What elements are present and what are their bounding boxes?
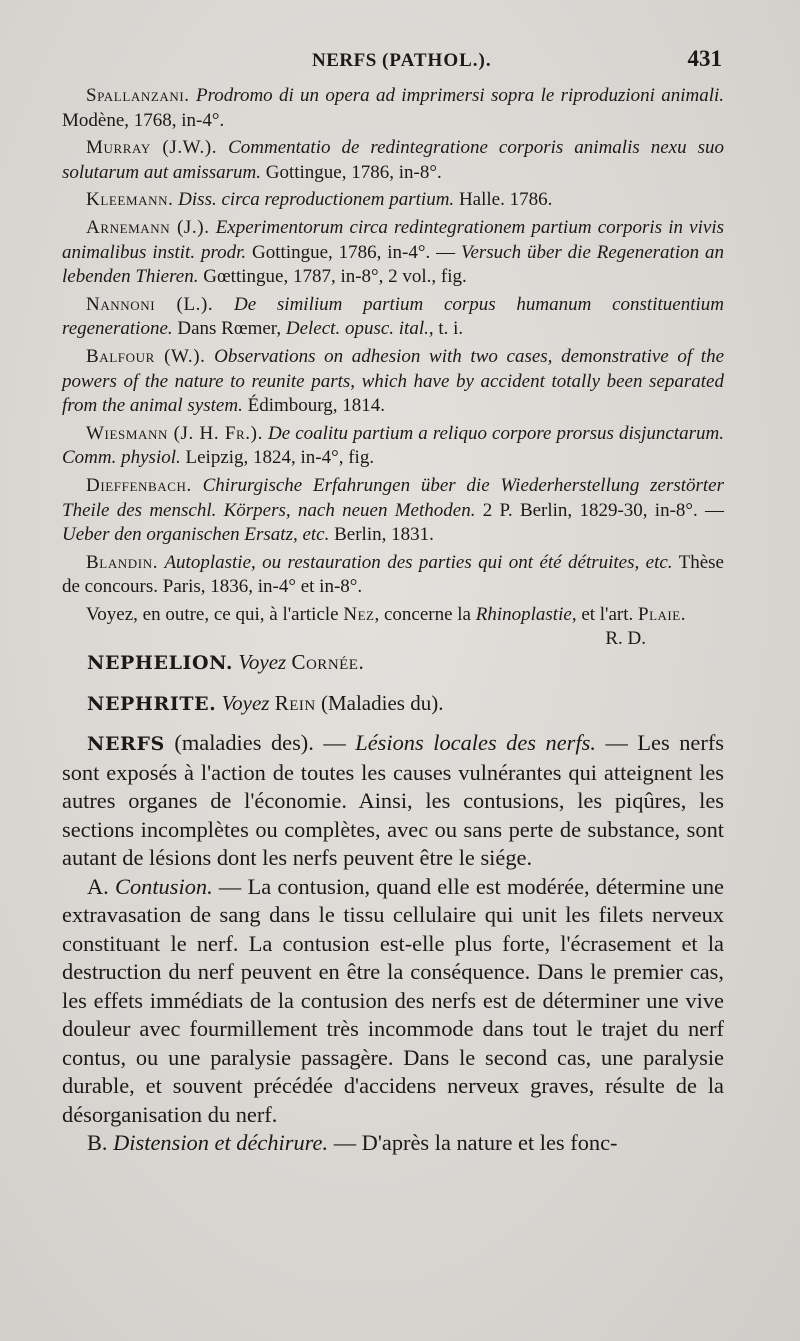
ref-publication: Modène, 1768, in-4°. — [62, 109, 225, 131]
ref-publication: 2 P. Berlin, 1829-30, in-8°. — — [475, 499, 724, 521]
entry-cross-reference-suffix: (Maladies du). — [315, 691, 444, 716]
ref-author: Arnemann (J.). — [86, 216, 210, 238]
article-headword: NERFS — [87, 733, 165, 756]
ref-publication: Édimbourg, 1814. — [242, 395, 385, 417]
article-body — [62, 729, 724, 1158]
section-distension — [62, 1129, 724, 1158]
ref-publication: Gottingue, 1786, in-4°. — — [246, 241, 461, 263]
see-also-topic: Rhinoplastie — [475, 603, 572, 625]
page-number: 431 — [687, 46, 722, 71]
ref-publication-2: Gœttingue, 1787, in-8°, 2 vol., fig. — [198, 266, 467, 288]
entry-cross-reference: Rein — [274, 691, 316, 716]
ref-author: Blandin. — [86, 551, 159, 573]
section-contusion — [62, 873, 724, 1130]
section-label: B. — [87, 1130, 114, 1156]
bibliography-entry — [62, 474, 724, 548]
ref-title: Prodromo di un opera ad imprimersi sopra le riproduzioni animali. — [195, 85, 725, 106]
bibliography-entry — [62, 293, 724, 342]
article-subtitle: (maladies des). — — [164, 730, 356, 756]
ref-title: Commentatio de redintegratione corporis animalis nexu suo solutarum aut amissarum. — [62, 137, 724, 183]
section-text: — D'après la nature et les fonc- — [328, 1130, 618, 1156]
ref-title: De similium partium corpus humanum constituentium regeneratione. — [62, 293, 724, 340]
page-header — [62, 44, 724, 84]
ref-publication-2: , t. i. — [428, 318, 464, 340]
see-also-note — [62, 603, 724, 650]
bibliography-entry — [62, 345, 724, 419]
bibliography-entry — [62, 551, 724, 600]
entry-headword: NEPHRITE. — [87, 693, 217, 716]
bibliography — [62, 84, 725, 650]
dictionary-entry — [62, 649, 724, 676]
ref-title: De coalitu partium a reliquo corpore prorsus disjunctarum. Comm. physiol. — [62, 422, 725, 469]
section-title: Contusion. — [115, 873, 213, 899]
running-head — [312, 50, 492, 72]
entry-headword: NEPHELION. — [87, 652, 234, 675]
see-also-text-end: . — [680, 603, 686, 625]
ref-author: Balfour (W.). — [86, 345, 206, 367]
ref-author: Murray (J.W.). — [86, 137, 218, 159]
entry-voyez: Voyez — [221, 691, 270, 716]
running-subtitle: (PATHOL.). — [382, 50, 492, 71]
dictionary-entry — [62, 690, 724, 717]
entry-cross-reference-suffix: . — [358, 650, 364, 675]
bibliography-entry — [62, 188, 724, 213]
ref-title-2: Delect. opusc. ital. — [285, 318, 429, 340]
see-also-text-middle: , concerne la — [374, 603, 476, 625]
bibliography-entry — [62, 136, 724, 185]
ref-title-2: Versuch über die Regeneration an lebenden Thieren. — [62, 241, 724, 288]
ref-author: Nannoni (L.). — [86, 293, 214, 315]
ref-publication: Dans Rœmer, — [172, 318, 286, 340]
ref-title-2: Ueber den organischen Ersatz, etc. — [62, 524, 330, 546]
ref-title: Experimentorum circa redintegrationem partium corporis in vivis animalibus instit. prodr. — [62, 216, 724, 263]
running-title: NERFS — [312, 50, 377, 71]
dictionary-entries — [62, 649, 724, 717]
ref-title: Chirurgische Erfahrungen über die Wiederherstellung zerstörter Theile des menschl. Körpers, nach neuen Methoden. — [62, 474, 725, 521]
ref-title: Observations on adhesion with two cases, demonstrative of the powers of the nature to reunite parts, which have by accident totally been separated from the animal system. — [62, 345, 725, 417]
section-title: Distension et déchirure. — [113, 1130, 329, 1156]
see-also-text: Voyez, en outre, ce qui, à l'article — [86, 603, 344, 625]
ref-publication: Thèse de concours. Paris, 1836, in-4° et in-8°. — [62, 551, 724, 598]
bibliography-entry — [62, 84, 724, 133]
entry-cross-reference: Cornée — [291, 650, 359, 675]
ref-title: Diss. circa reproductionem partium. — [178, 189, 455, 211]
ref-author: Spallanzani. — [86, 85, 190, 106]
bibliography-entry — [62, 216, 724, 290]
ref-author: Wiesmann (J. H. Fr.). — [86, 422, 263, 444]
article-section-heading: Lésions locales des nerfs. — [355, 730, 596, 756]
see-also-text-after: , et l'art. — [571, 603, 639, 625]
entry-voyez: Voyez — [238, 650, 287, 675]
ref-publication-2: Berlin, 1831. — [329, 524, 434, 546]
section-text: — La contusion, quand elle est modérée, détermine une extravasation de sang dans le tissu cellulaire qui unit les filets nerveux constituant le nerf. La contusion est-elle plus forte, l'écrasement et la destruction du nerf peuvent en être la conséquence. Dans le premier cas, les effets immédiats de la contusion des nerfs est de déterminer une vive douleur avec fourmillement très incommode dans tout le trajet du nerf contus, ou une paralysie passagère. Dans le second cas, une paralysie durable, et souvent précédée d'accidens nerveux graves, résulte de la désorganisation du nerf. — [62, 873, 724, 1127]
ref-publication: Leipzig, 1824, in-4°, fig. — [180, 447, 375, 469]
see-also-article-2: Plaie — [638, 603, 681, 625]
see-also-article: Nez — [343, 603, 375, 625]
ref-publication: Halle. 1786. — [454, 189, 553, 211]
section-label: A. — [87, 873, 116, 899]
article-intro-text: — Les nerfs sont exposés à l'action de toutes les causes vulnérantes qui atteignent les autres organes de l'économie. Ainsi, les contusions, les piqûres, les sections incomplètes ou complètes, avec ou sans perte de substance, sont autant de lésions dont les nerfs peuvent être le siége. — [62, 730, 724, 871]
ref-author: Dieffenbach. — [86, 474, 192, 496]
ref-publication: Gottingue, 1786, in-8°. — [261, 161, 442, 183]
page-content — [62, 44, 724, 1158]
article-intro — [62, 729, 724, 873]
author-signature: R. D. — [605, 628, 646, 650]
bibliography-entry — [62, 422, 724, 471]
ref-title: Autoplastie, ou restauration des parties qui ont été détruites, etc. — [164, 551, 673, 573]
ref-author: Kleemann. — [86, 189, 174, 211]
